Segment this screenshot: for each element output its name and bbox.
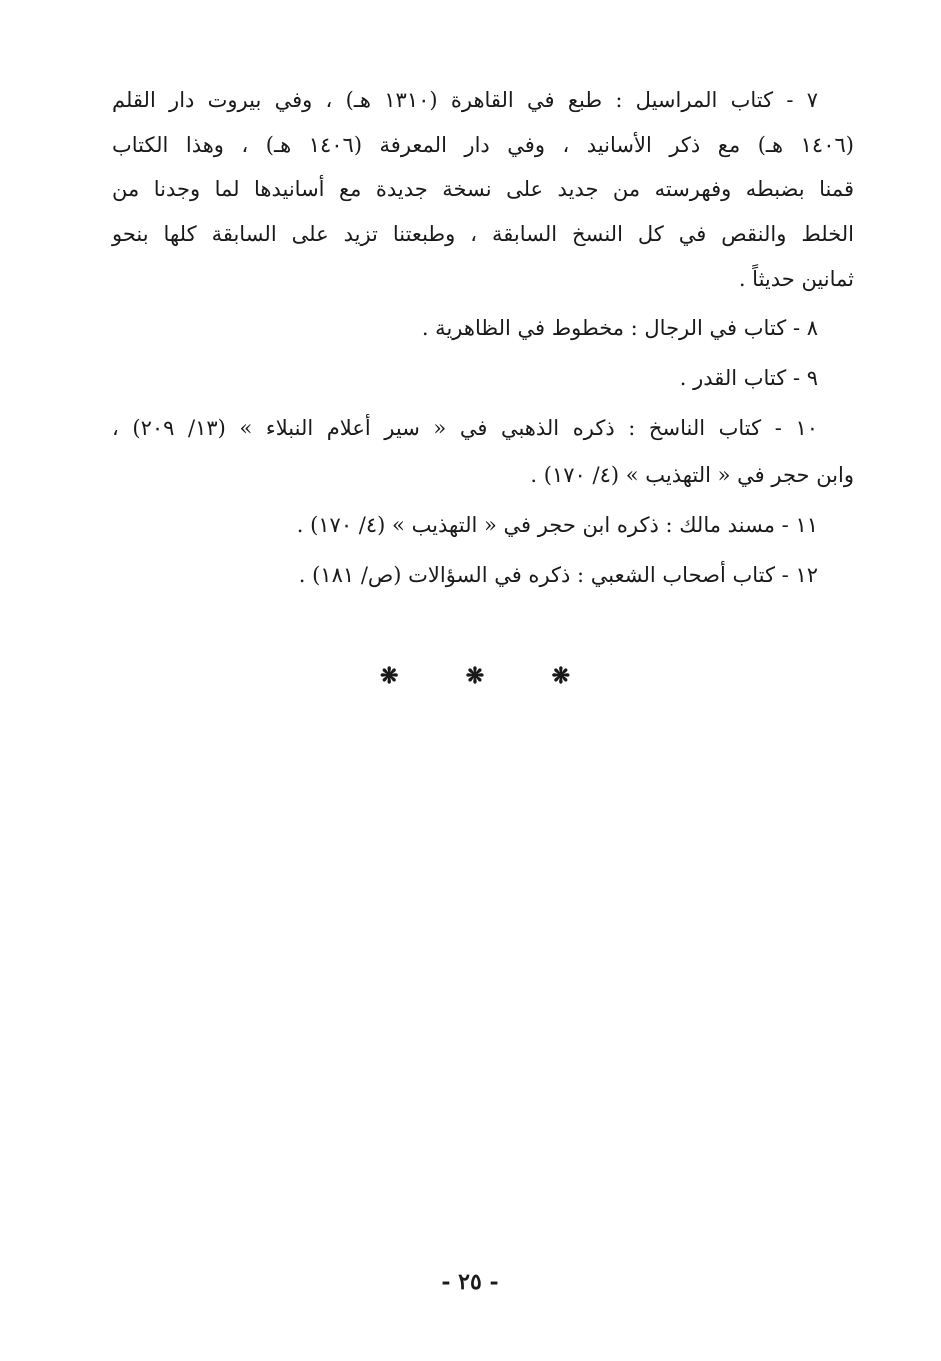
entry-8: ٨ - كتاب في الرجال : مخطوط في الظاهرية . [421, 316, 818, 340]
entry-12: ١٢ - كتاب أصحاب الشعبي : ذكره في السؤالات (ص/ ١٨١) . [298, 563, 818, 587]
entry-9: ٩ - كتاب القدر . [679, 366, 818, 390]
entry-7-line-5: ثمانين حديثاً . [738, 267, 854, 291]
entry-10-line-1: ١٠ - كتاب الناسخ : ذكره الذهبي في « سير أعلام النبلاء » (١٣/ ٢٠٩) ، [112, 416, 818, 440]
separator-star-icon: ❋ [551, 663, 570, 689]
separator-star-icon: ❋ [380, 663, 399, 689]
entry-7-line-2: (١٤٠٦ هـ) مع ذكر الأسانيد ، وفي دار المعرفة (١٤٠٦ هـ) ، وهذا الكتاب [112, 133, 854, 157]
separator-star-icon: ❋ [465, 663, 485, 689]
page-number: - ٢٥ - [441, 1269, 499, 1295]
entry-10-line-2: وابن حجر في « التهذيب » (٤/ ١٧٠) . [530, 463, 854, 487]
section-separator [380, 656, 570, 696]
entry-11: ١١ - مسند مالك : ذكره ابن حجر في « التهذيب » (٤/ ١٧٠) . [296, 513, 818, 537]
entry-7-line-1: ٧ - كتاب المراسيل : طبع في القاهرة (١٣١٠ هـ) ، وفي بيروت دار القلم [112, 88, 818, 112]
entry-7-line-3: قمنا بضبطه وفهرسته من جديد على نسخة جديدة مع أسانيدها لما وجدنا من [112, 177, 854, 201]
entry-7-line-4: الخلط والنقص في كل النسخ السابقة ، وطبعتنا تزيد على السابقة كلها بنحو [112, 222, 854, 246]
